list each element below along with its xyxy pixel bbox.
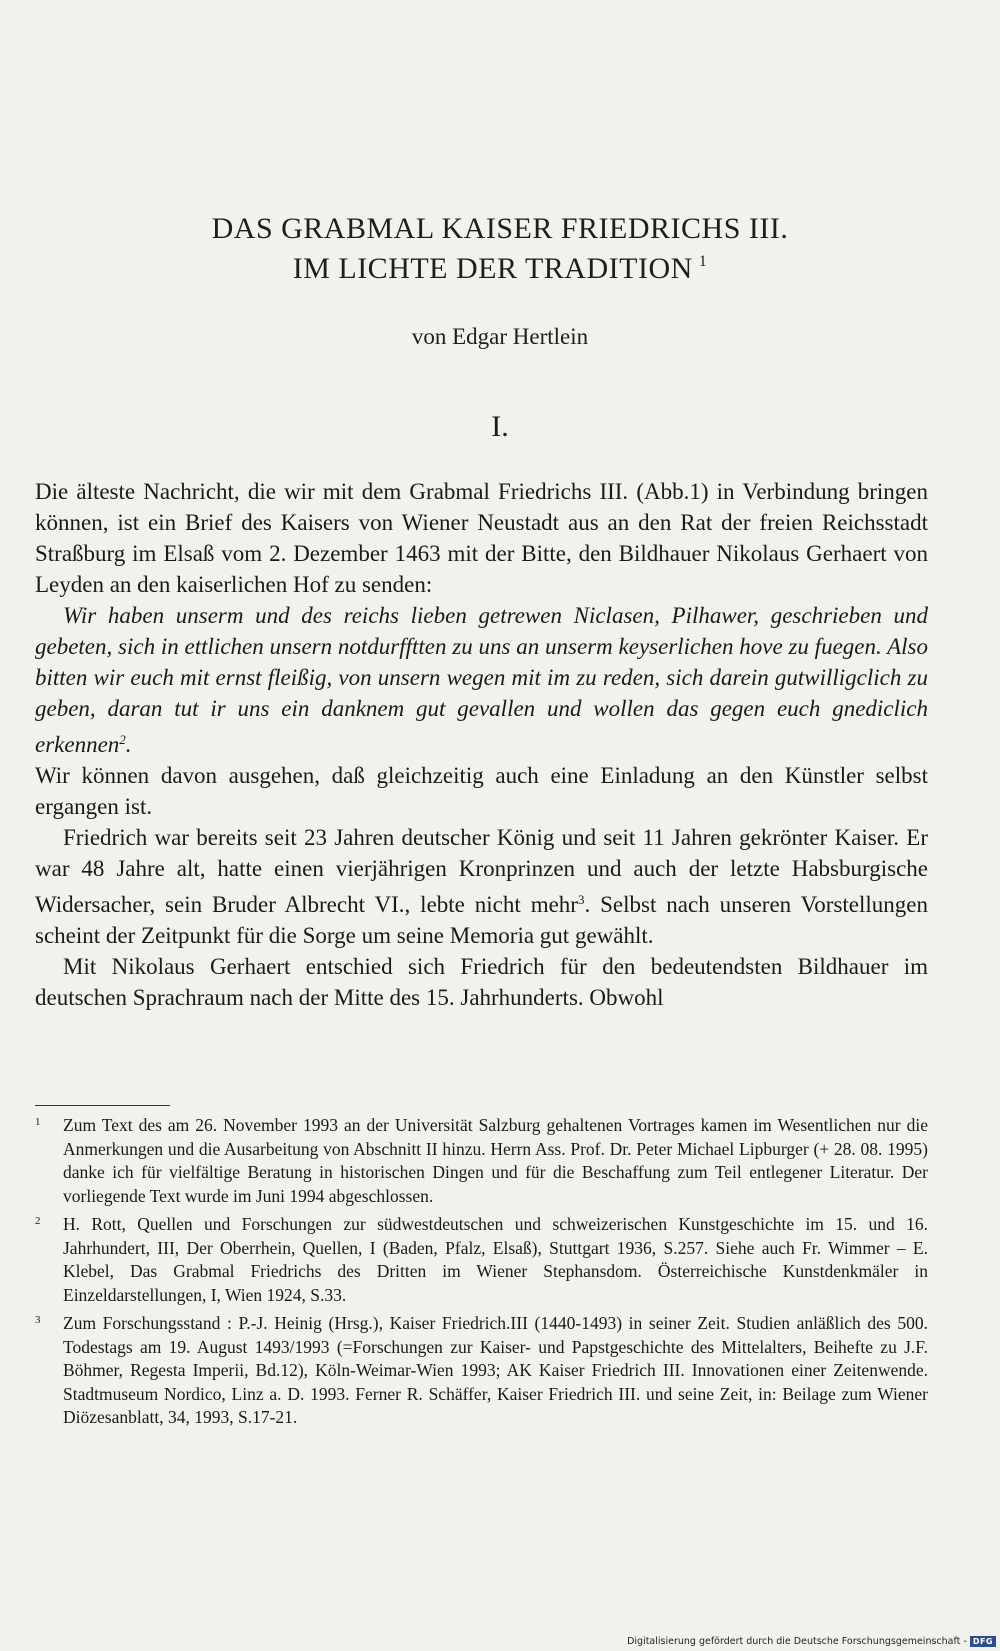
paragraph-3-part-a: Friedrich war bereits seit 23 Jahren deutscher König und seit 11 Jahren gekrönter Kaiser. Er war 48 Jahre alt, hatte einen vierjährigen Kronprinzen und auch der letzte Habsburgische Widersacher, sein Bruder Albrecht VI., lebte nicht mehr — [35, 825, 928, 917]
quote-text: Wir haben unserm und des reichs lieben getrewen Niclasen, Pilhawer, geschrieben und gebeten, sich in ettlichen unsern notdurfftten zu uns an unserm keyserlichen hove zu fuegen. Also bitten wir euch mit ernst fleißig, von unsern wegen mit im zu reden, sich darein gutwilligclich zu geben, daran tut ir uns ein danknem gut gevallen und wollen das gegen euch gnediclich erkennen — [35, 603, 928, 757]
footnote-divider — [35, 1105, 170, 1106]
footnote-number: 1 — [35, 1116, 41, 1128]
paragraph-4: Mit Nikolaus Gerhaert entschied sich Friedrich für den bedeutendsten Bildhauer im deutschen Sprachraum nach der Mitte des 15. Jahrhunderts. Obwohl — [35, 954, 928, 1010]
footnote-1 — [35, 1114, 928, 1208]
article-title-line2 — [0, 254, 1000, 284]
title-footnote-ref[interactable]: 1 — [698, 253, 708, 270]
dfg-logo: DFG — [970, 1636, 996, 1647]
paragraph-2: Wir können davon ausgehen, daß gleichzeitig auch eine Einladung an den Künstler selbst ergangen ist. — [35, 763, 928, 819]
paragraph-3 — [35, 822, 928, 951]
footnote-3 — [35, 1312, 928, 1430]
footnote-text: Zum Forschungsstand : P.-J. Heinig (Hrsg.), Kaiser Friedrich.III (1440-1493) in seiner Zeit. Studien anläßlich des 500. Todestags am 19. August 1493/1993 (=Forschungen zur Kaiser- und Papstgeschichte des Mittelalters, Beihefte zu J.F. Böhmer, Regesta Imperii, Bd.12), Köln-Weimar-Wien 1993; AK Kaiser Friedrich III. Innovationen einer Zeitenwende. Stadtmuseum Nordico, Linz a. D. 1993. Ferner R. Schäffer, Kaiser Friedrich III. und seine Zeit, in: Beilage zum Wiener Diözesanblatt, 34, 1993, S.17-21. — [63, 1313, 928, 1427]
credit-text: Digitalisierung gefördert durch die Deutsche Forschungsgemeinschaft - — [627, 1636, 967, 1647]
author-line: von Edgar Hertlein — [411, 324, 589, 349]
footnote-number: 3 — [35, 1314, 41, 1326]
footnote-number: 2 — [35, 1215, 41, 1227]
footnote-2 — [35, 1213, 928, 1307]
article-title-line2-text: IM LICHTE DER TRADITION — [292, 252, 693, 285]
paragraph-1: Die älteste Nachricht, die wir mit dem Grabmal Friedrichs III. (Abb.1) in Verbindung bringen können, ist ein Brief des Kaisers von Wiener Neustadt aus an den Rat der freien Reichsstadt Straßburg im Elsaß vom 2. Dezember 1463 mit der Bitte, den Bildhauer Nikolaus Gerhaert von Leyden an den kaiserlichen Hof zu senden: — [35, 479, 928, 597]
footnote-text: Zum Text des am 26. November 1993 an der Universität Salzburg gehaltenen Vortrages kamen im Wesentlichen nur die Anmerkungen und die Ausarbeitung von Abschnitt II hinzu. Herrn Ass. Prof. Dr. Peter Michael Lipburger (+ 28. 08. 1995) danke ich für vielfältige Beratung in historischen Dingen und für die Beschaffung zum Teil entlegener Literatur. Der vorliegende Text wurde im Juni 1994 abgeschlossen. — [63, 1115, 928, 1206]
footnotes — [35, 1114, 928, 1435]
article-title-line1: DAS GRABMAL KAISER FRIEDRICHS III. — [211, 212, 789, 245]
digitization-credit — [627, 1636, 996, 1647]
body-text — [35, 476, 928, 1013]
footnote-text: H. Rott, Quellen und Forschungen zur südwestdeutschen und schweizerischen Kunstgeschichte im 15. und 16. Jahrhundert, III, Der Oberrhein, Quellen, I (Baden, Pfalz, Elsaß), Stuttgart 1936, S.257. Siehe auch Fr. Wimmer – E. Klebel, Das Grabmal Friedrichs des Dritten im Wiener Stephansdom. Österreichische Kunstdenkmäler in Einzeldarstellungen, I, Wien 1924, S.33. — [63, 1214, 928, 1305]
paragraph-3-part-b: . Selbst nach unseren Vorstellungen scheint der Zeitpunkt für die Sorge um seine Memoria gut gewählt. — [35, 892, 928, 948]
section-heading: I. — [491, 410, 509, 443]
quote-end: . — [125, 732, 132, 757]
footnote-ref-3[interactable]: 3 — [577, 892, 585, 907]
footnote-ref-2[interactable]: 2 — [119, 732, 126, 747]
quote-paragraph — [35, 600, 928, 760]
